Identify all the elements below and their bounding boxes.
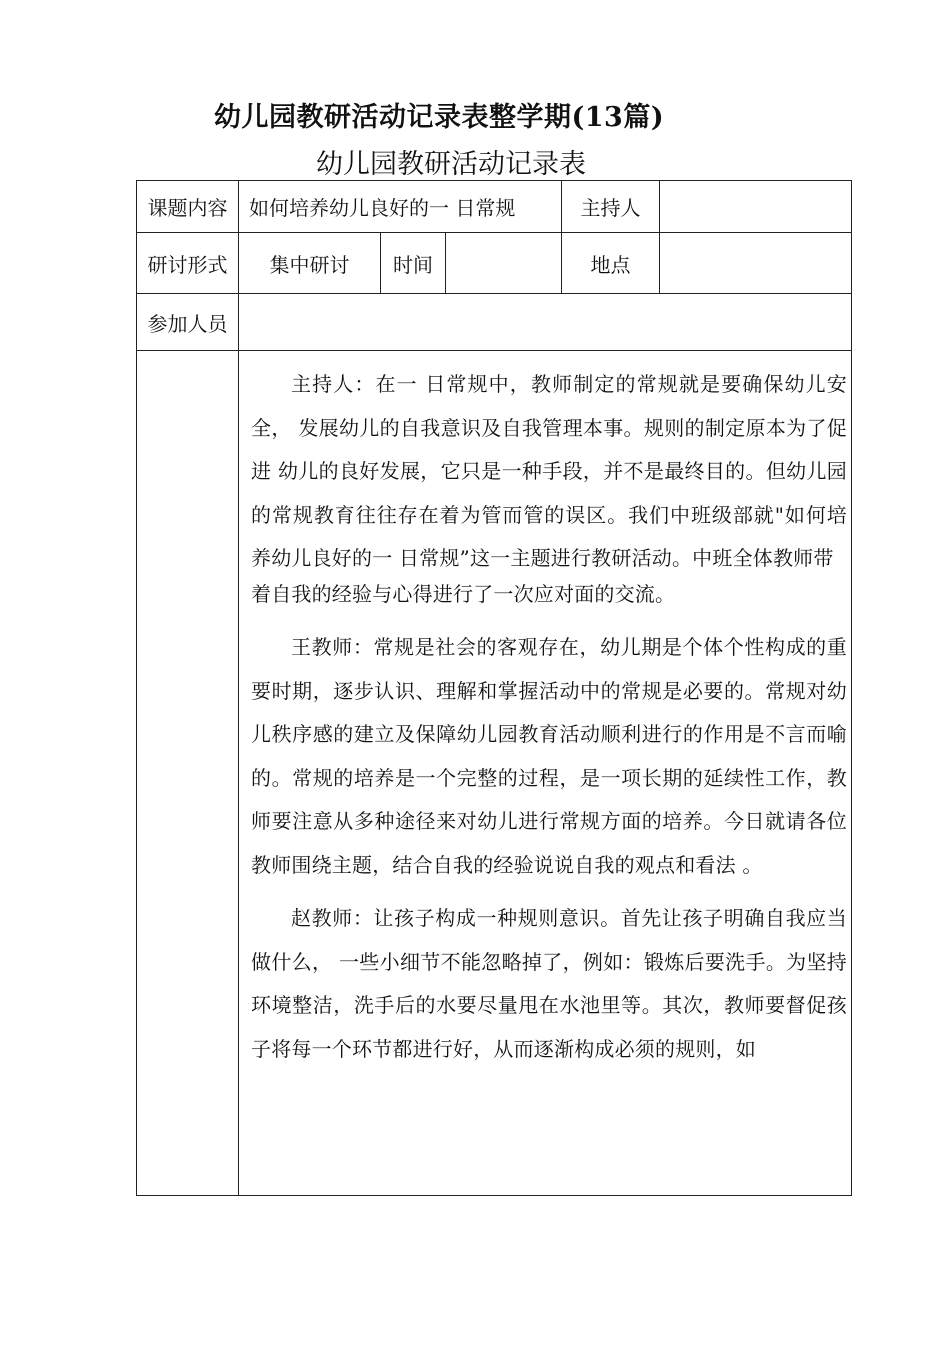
activity-content bbox=[239, 351, 852, 1196]
place-label: 地点 bbox=[562, 233, 660, 294]
main-title: 幼儿园教研活动记录表整学期(13篇) bbox=[214, 102, 665, 133]
record-table bbox=[136, 180, 852, 1196]
format-value: 集中研讨 bbox=[239, 233, 381, 294]
table-row bbox=[137, 351, 852, 1196]
host-label: 主持人 bbox=[562, 181, 660, 233]
content-paragraph-wang: 王教师：常规是社会的客观存在，幼儿期是个体个性构成的重要时期，逐步认识、理解和掌握活动中的常规是必要的。常规对幼儿秩序感的建立及保障幼儿园教育活动顺利进行的作用是不言而喻的。常规的培养是一个完整的过程，是一项长期的延续性工作，教师要注意从多种途径来对幼儿进行常规方面的培养。今日就请各位教师围绕主题，结合自我的经验说说自我的观点和看法 。 bbox=[251, 635, 847, 877]
sub-title: 幼儿园教研活动记录表 bbox=[316, 149, 586, 180]
format-label: 研讨形式 bbox=[137, 233, 239, 294]
time-value bbox=[446, 233, 562, 294]
topic-label: 课题内容 bbox=[137, 181, 239, 233]
time-label: 时间 bbox=[381, 233, 446, 294]
content-side-label bbox=[137, 351, 239, 1196]
place-value bbox=[660, 233, 852, 294]
content-paragraph-zhao: 赵教师：让孩子构成一种规则意识。首先让孩子明确自我应当做什么， 一些小细节不能忽略掉了，例如：锻炼后要洗手。为坚持环境整洁，洗手后的水要尽量甩在水池里等。其次，教师要督促孩子将每一个环节都进行好，从而逐渐构成必须的规则，如 bbox=[251, 906, 847, 1061]
content-paragraph-host-cont: 着自我的经验与心得进行了一次应对面的交流。 bbox=[251, 581, 676, 606]
host-value bbox=[660, 181, 852, 233]
content-paragraph-host: 主持人：在一 日常规中，教师制定的常规就是要确保幼儿安全， 发展幼儿的自我意识及自我管理本事。规则的制定原本为了促进 幼儿的良好发展，它只是一种手段，并不是最终目的。但幼儿园 的常规教育往往存在着为管而管的误区。我们中班级部就"如何培 养幼儿良好的一 日常规”这一主题进行教研活动。中班全体教师带 bbox=[251, 372, 847, 570]
table-row bbox=[137, 181, 852, 233]
table-row bbox=[137, 294, 852, 351]
participants-label: 参加人员 bbox=[137, 294, 239, 351]
participants-value bbox=[239, 294, 852, 351]
topic-value: 如何培养幼儿良好的一 日常规 bbox=[239, 181, 562, 233]
table-row bbox=[137, 233, 852, 294]
